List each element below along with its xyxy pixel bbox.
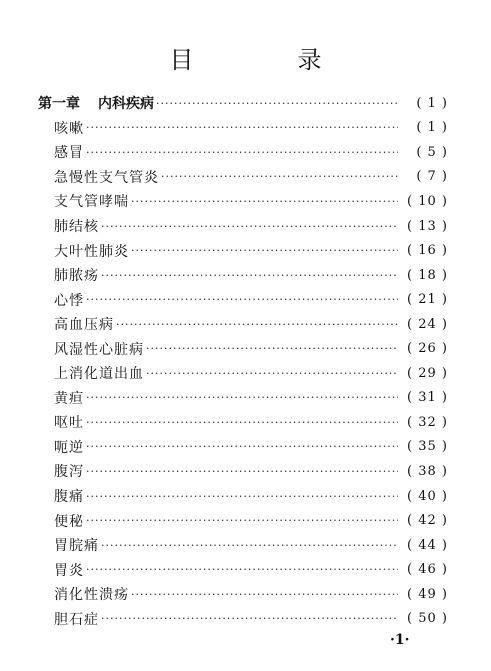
- toc-entry-row[interactable]: [38, 116, 448, 141]
- entry-page-number: ( 42 ): [407, 513, 448, 529]
- dot-leader: [101, 613, 398, 624]
- dot-leader: [146, 343, 398, 354]
- toc-entry-row[interactable]: [38, 533, 448, 558]
- entry-page-number: ( 49 ): [407, 586, 448, 602]
- entry-title: 腹泻: [54, 464, 84, 481]
- toc-entry-row[interactable]: [38, 459, 448, 484]
- entry-title: 肺脓疡: [54, 268, 99, 285]
- dot-leader: [101, 540, 398, 551]
- page-folio: ·1·: [390, 632, 410, 648]
- entry-page-number: ( 24 ): [407, 316, 448, 332]
- dot-leader: [101, 221, 398, 232]
- entry-title: 胃炎: [54, 562, 84, 579]
- dot-leader: [86, 466, 398, 477]
- entry-page-number: ( 10 ): [407, 193, 448, 209]
- entry-page-number: ( 46 ): [407, 562, 448, 578]
- entry-title: 黄疸: [54, 390, 84, 407]
- dot-leader: [131, 196, 398, 207]
- entry-page-number: ( 7 ): [416, 169, 448, 185]
- toc-entry-row[interactable]: [38, 263, 448, 288]
- entry-title: 感冒: [54, 145, 84, 162]
- dot-leader: [86, 147, 398, 158]
- entry-page-number: ( 32 ): [407, 414, 448, 430]
- toc-entry-row[interactable]: [38, 484, 448, 509]
- entry-page-number: ( 31 ): [407, 390, 448, 406]
- entry-title: 上消化道出血: [54, 366, 144, 383]
- entry-title: 大叶性肺炎: [54, 243, 129, 260]
- entry-title: 肺结核: [54, 219, 99, 235]
- dot-leader: [86, 441, 398, 452]
- entry-page-number: ( 21 ): [407, 292, 448, 308]
- entry-title: 便秘: [54, 513, 84, 530]
- dot-leader: [156, 98, 398, 109]
- dot-leader: [116, 319, 398, 330]
- entry-title: 消化性溃疡: [54, 587, 129, 604]
- entry-title: 风湿性心脏病: [54, 341, 144, 358]
- toc-entry-row[interactable]: [38, 386, 448, 411]
- toc-entry-row[interactable]: [38, 582, 448, 607]
- entry-page-number: ( 35 ): [407, 439, 448, 455]
- toc-entry-row[interactable]: [38, 287, 448, 312]
- entry-title: 支气管哮喘: [54, 194, 129, 211]
- toc-entry-row[interactable]: [38, 606, 448, 631]
- entry-title: 咳嗽: [54, 120, 84, 137]
- entry-page-number: ( 1 ): [416, 120, 448, 136]
- entry-page-number: ( 50 ): [407, 611, 448, 627]
- dot-leader: [86, 122, 398, 133]
- dot-leader: [86, 294, 398, 305]
- toc-entry-row[interactable]: [38, 238, 448, 263]
- entry-title: 呃逆: [54, 439, 84, 456]
- entry-title: 心悸: [54, 292, 84, 309]
- entry-page-number: ( 38 ): [407, 463, 448, 479]
- dot-leader: [86, 417, 398, 428]
- toc-entry-row[interactable]: [38, 312, 448, 337]
- dot-leader: [86, 564, 398, 575]
- dot-leader: [86, 515, 398, 526]
- dot-leader: [146, 368, 398, 379]
- entry-page-number: ( 44 ): [407, 537, 448, 553]
- toc-entries: [38, 116, 448, 631]
- chapter-name: 内科疾病: [98, 96, 154, 113]
- entry-title: 胆石症: [54, 611, 99, 628]
- dot-leader: [131, 589, 398, 600]
- toc-entry-row[interactable]: [38, 165, 448, 190]
- toc-entry-row[interactable]: [38, 410, 448, 435]
- toc-chapter-row[interactable]: [38, 91, 448, 116]
- toc-entry-row[interactable]: [38, 336, 448, 361]
- dot-leader: [161, 171, 398, 182]
- dot-leader: [131, 245, 398, 256]
- toc-entry-row[interactable]: [38, 508, 448, 533]
- toc-entry-row[interactable]: [38, 140, 448, 165]
- chapter-number: 第一章: [38, 96, 80, 113]
- entry-page-number: ( 29 ): [407, 365, 448, 381]
- entry-title: 呕吐: [54, 415, 84, 432]
- entry-title: 急慢性支气管炎: [54, 169, 159, 186]
- entry-page-number: ( 13 ): [407, 218, 448, 234]
- dot-leader: [101, 270, 398, 281]
- entry-title: 高血压病: [54, 317, 114, 334]
- entry-title: 腹痛: [54, 489, 84, 506]
- entry-page-number: ( 40 ): [407, 488, 448, 504]
- entry-title: 胃脘痛: [54, 538, 99, 555]
- toc-entry-row[interactable]: [38, 361, 448, 386]
- entry-page-number: ( 18 ): [407, 267, 448, 283]
- entry-page-number: ( 5 ): [416, 144, 448, 160]
- dot-leader: [86, 392, 398, 403]
- toc-entry-row[interactable]: [38, 214, 448, 239]
- toc-entry-row[interactable]: [38, 189, 448, 214]
- entry-page-number: ( 16 ): [407, 243, 448, 259]
- dot-leader: [86, 491, 398, 502]
- page-title: 目 录: [169, 46, 362, 74]
- toc-entry-row[interactable]: [38, 435, 448, 460]
- toc-entry-row[interactable]: [38, 557, 448, 582]
- entry-page-number: ( 26 ): [407, 341, 448, 357]
- table-of-contents: [38, 91, 448, 631]
- chapter-page-number: ( 1 ): [416, 95, 448, 111]
